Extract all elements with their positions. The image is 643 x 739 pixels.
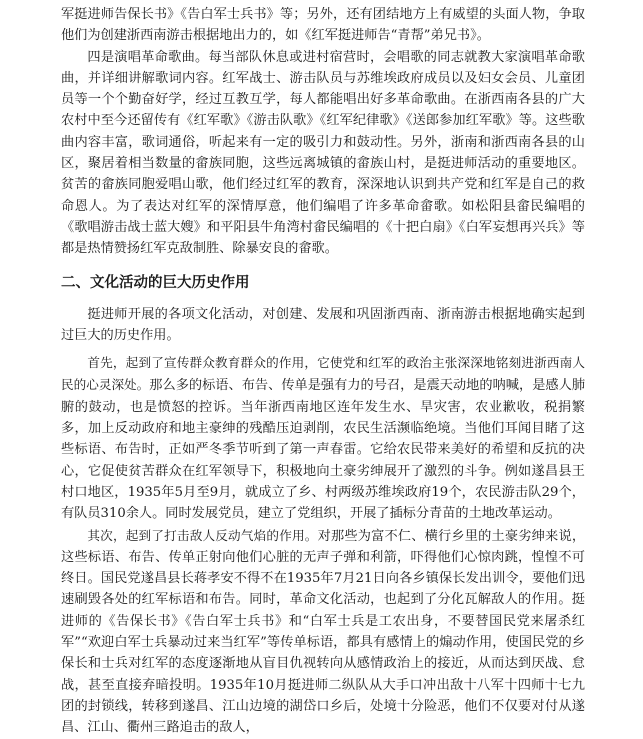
paragraph-first-point xyxy=(61,352,585,524)
paragraph-second-point xyxy=(61,525,585,739)
paragraph-continued: 军挺进师告保长书》《告白军士兵书》等；另外，还有团结地方上有威望的头面人物，争取他们为创建浙西南游击根据地出力的，如《红军挺进师告“青帮”弟兄书》。 xyxy=(61,7,585,44)
first-point-body: 那么多的标语、布告、传单是强有力的号召，是震天动地的呐喊，是感人肺腑的鼓动，也是愤怒的控诉。当年浙西南地区连年发生水、旱灾害，农业歉收，税捐繁多，加上反动政府和地主豪绅的残酷压迫剥削，农民生活濒临绝境。当他们耳闻目睹了这些标语、布告时，正如严冬季节听到了第一声春雷。它给农民带来美好的希望和反抗的决心，它促使贫苦群众在红军领导下，积极地向土豪劣绅展开了激烈的斗争。例如遂昌县王村口地区，1935年5月至9月，就成立了乡、村两级苏维埃政府19个，农民游击队29个，有队员310余人。同时发展党员，建立了党组织，开展了插标分青苗的土地改革运动。 xyxy=(61,378,586,522)
section-heading: 二、文化活动的巨大历史作用 xyxy=(61,274,250,291)
paragraph-revolutionary-songs: 四是演唱革命歌曲。每当部队休息或进村宿营时，会唱歌的同志就教大家演唱革命歌曲，并详细讲解歌词内容。红军战士、游击队员与苏维埃政府成员以及妇女会员、儿童团员等一个个勤奋好学，经过互教互学，每人都能唱出好多革命歌曲。在浙西南各县的广大农村中至今还留传有《红军歌》《游击队歌》《红军纪律歌》《送郎参加红军歌》等。这些歌曲内容丰富，歌词通俗，听起来有一定的吸引力和鼓动性。另外，浙南和浙西南各县的山区，聚居着相当数量的畲族同胞，这些远离城镇的畲族山村，是挺进师活动的重要地区。贫苦的畲族同胞爱唱山歌，他们经过红军的教育，深深地认识到共产党和红军是自己的救命恩人。为了表达对红军的深情厚意，他们编唱了许多革命畲歌。如松阳县畲民编唱的《歌唱游击战士蓝大嫂》和平阳县牛角湾村畲民编唱的《十把白扇》《白军妄想再兴兵》等都是热情赞扬红军克敌制胜、除暴安良的畲歌。 xyxy=(61,49,585,257)
first-point-lead: 首先，起到了宣传群众教育群众的作用，它使党和红军的政治主张深深地铭刻进浙西南人民的心灵深处。 xyxy=(61,355,585,393)
paragraph-intro: 挺进师开展的各项文化活动，对创建、发展和巩固浙西南、浙南游击根据地确实起到过巨大的历史作用。 xyxy=(61,306,585,343)
second-point-lead: 其次，起到了打击敌人反动气焰的作用。 xyxy=(87,527,318,543)
second-point-body: 对那些为富不仁、横行乡里的土豪劣绅来说，这些标语、布告、传单正射向他们心脏的无声子弹和利箭，吓得他们心惊肉跳，惶惶不可终日。国民党遂昌县长蒋孝安不得不在1935年7月21日向各乡镇保长发出训令，要他们迅速刷毁各处的红军标语和布告。同时，革命文化活动，也起到了分化瓦解敌人的作用。挺进师的《告保长书》《告白军士兵书》和“白军士兵是工农出身，不要替国民党来屠杀红军”“欢迎白军士兵暴动过来当红军”等传单标语，都具有感情上的煽动作用，使国民党的乡保长和士兵对红军的态度逐渐地从盲目仇视转向从感情政治上的接近，从而达到厌战、怠战，甚至直接弃暗投明。1935年10月挺进师二纵队从大手口冲出敌十八军十四师十七九团的封锁线，转移到遂昌、江山边境的湖岱口乡后，处境十分险恶，他们不仅要对付从遂昌、江山、衢州三路追击的敌人， xyxy=(61,528,586,736)
